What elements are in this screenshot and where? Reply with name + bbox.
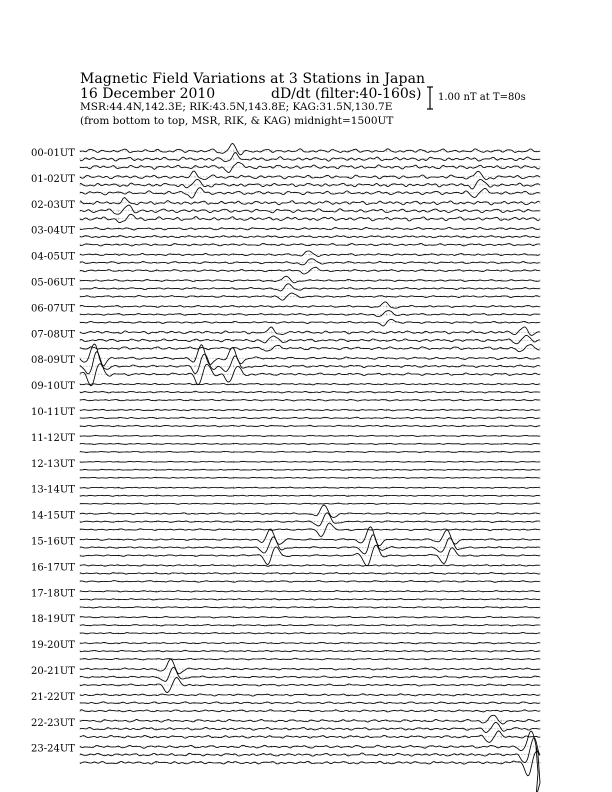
station-trace-rik: [80, 702, 540, 704]
station-trace-msr: [80, 581, 540, 583]
hour-row: [31, 692, 540, 712]
hour-label: 11-12UT: [31, 432, 75, 444]
station-trace-kag: [80, 171, 540, 180]
hour-row: [31, 614, 540, 634]
hour-row: [31, 731, 540, 776]
hour-label: 13-14UT: [31, 484, 75, 496]
hour-label: 18-19UT: [31, 614, 75, 626]
hour-label: 20-21UT: [31, 666, 75, 677]
station-trace-rik: [80, 535, 540, 554]
station-trace-rik: [80, 443, 540, 444]
station-trace-msr: [80, 451, 540, 452]
hour-row: [31, 344, 540, 386]
station-trace-msr: [80, 477, 540, 478]
hour-label: 03-04UT: [31, 225, 75, 237]
station-trace-kag: [80, 251, 540, 256]
station-trace-rik: [80, 284, 540, 291]
hour-label: 19-20UT: [31, 640, 75, 652]
station-trace-kag: [80, 731, 540, 755]
station-trace-kag: [80, 276, 540, 283]
station-order-note: (from bottom to top, MSR, RIK, & KAG) midnight=1500UT: [80, 115, 394, 127]
hour-label: 00-01UT: [31, 148, 75, 159]
hour-label: 15-16UT: [31, 536, 75, 548]
station-trace-msr: [80, 399, 540, 401]
station-trace-rik: [80, 625, 540, 626]
station-trace-kag: [80, 302, 540, 308]
hour-label: 16-17UT: [31, 562, 75, 574]
hour-row: [31, 640, 540, 660]
station-trace-rik: [80, 650, 540, 652]
hour-label: 12-13UT: [31, 458, 75, 470]
hour-label: 09-10UT: [31, 381, 75, 393]
station-coordinates: MSR:44.4N,142.3E; RIK:43.5N,143.8E; KAG:31.5N,130.7E: [80, 101, 393, 113]
station-trace-msr: [80, 658, 540, 660]
station-trace-rik: [80, 259, 540, 265]
station-trace-msr: [80, 731, 540, 743]
hour-row: [31, 276, 540, 300]
station-trace-rik: [80, 236, 540, 238]
station-trace-msr: [80, 214, 540, 222]
hour-row: [31, 505, 540, 536]
hour-label: 06-07UT: [31, 303, 75, 315]
station-trace-rik: [80, 352, 540, 374]
station-trace-kag: [80, 617, 540, 618]
station-trace-msr: [80, 267, 540, 274]
station-trace-kag: [80, 227, 540, 230]
hour-row: [31, 485, 540, 505]
hour-label: 08-09UT: [31, 355, 75, 367]
station-trace-rik: [80, 599, 540, 600]
chart-title: Magnetic Field Variations at 3 Stations in Japan: [80, 71, 426, 87]
hour-label: 10-11UT: [31, 407, 75, 418]
station-trace-kag: [80, 642, 540, 643]
scale-bar: [427, 87, 433, 109]
station-trace-msr: [80, 319, 540, 326]
station-trace-msr: [80, 425, 540, 427]
station-trace-rik: [80, 469, 540, 470]
hour-label: 21-22UT: [31, 691, 75, 703]
hour-row: [31, 588, 540, 608]
station-trace-rik: [80, 335, 540, 344]
hour-row: [31, 327, 540, 352]
hour-row: [31, 381, 540, 401]
station-trace-msr: [80, 503, 540, 504]
filter-label: dD/dt (filter:40-160s): [271, 86, 422, 102]
hour-row: [31, 715, 540, 742]
station-trace-kag: [80, 344, 540, 366]
station-trace-kag: [80, 409, 540, 411]
station-trace-rik: [80, 738, 540, 763]
hour-row: [31, 143, 540, 172]
station-trace-kag: [80, 327, 540, 335]
station-trace-rik: [80, 311, 540, 317]
station-trace-rik: [80, 391, 540, 393]
hour-row: [31, 251, 540, 274]
scale-bar-label: 1.00 nT at T=80s: [438, 92, 526, 103]
station-trace-kag: [80, 487, 540, 488]
station-trace-kag: [80, 715, 540, 724]
station-trace-msr: [80, 293, 540, 300]
hour-label: 14-15UT: [31, 510, 75, 522]
station-trace-msr: [80, 710, 540, 712]
station-trace-kag: [80, 591, 540, 592]
station-trace-kag: [80, 461, 540, 462]
station-trace-kag: [80, 659, 540, 674]
station-trace-msr: [80, 607, 540, 608]
hour-row: [31, 171, 540, 198]
station-trace-rik: [80, 513, 540, 526]
hour-row: [31, 226, 540, 246]
hour-row: [31, 433, 540, 453]
hour-label: 22-23UT: [31, 717, 75, 729]
station-trace-rik: [80, 205, 540, 214]
station-trace-rik: [80, 179, 540, 189]
hour-label: 17-18UT: [31, 588, 75, 600]
hour-label: 04-05UT: [31, 251, 75, 263]
station-trace-rik: [80, 153, 540, 162]
station-trace-msr: [80, 162, 540, 172]
station-trace-rik: [80, 417, 540, 418]
hour-label: 07-08UT: [31, 329, 75, 341]
hour-label: 23-24UT: [31, 743, 75, 755]
station-trace-kag: [80, 435, 540, 436]
hour-row: [31, 198, 540, 223]
hour-label: 05-06UT: [31, 277, 75, 289]
hour-row: [31, 407, 540, 427]
hour-label: 01-02UT: [31, 173, 75, 185]
station-trace-kag: [80, 198, 540, 205]
station-trace-kag: [80, 694, 540, 696]
hour-row: [31, 459, 540, 479]
hour-row: [31, 527, 540, 566]
station-trace-kag: [80, 143, 540, 155]
station-trace-kag: [80, 505, 540, 517]
hour-row: [31, 562, 540, 582]
hour-label: 02-03UT: [31, 199, 75, 211]
hour-row: [31, 659, 540, 692]
station-trace-rik: [80, 722, 540, 732]
hour-row: [31, 302, 540, 326]
station-trace-rik: [80, 573, 540, 575]
station-trace-rik: [80, 495, 540, 496]
chart-date: 16 December 2010: [80, 86, 216, 102]
